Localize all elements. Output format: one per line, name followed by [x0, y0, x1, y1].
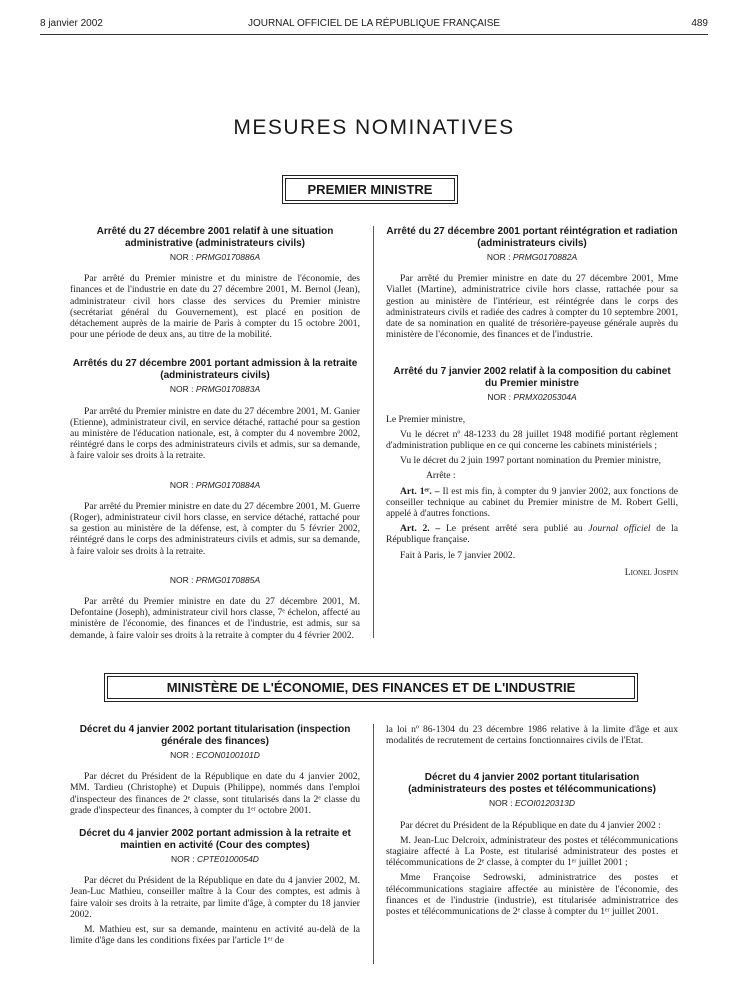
header-page-number: 489 [691, 18, 708, 29]
nor-reference: NOR : PRMG0170886A [169, 252, 261, 262]
page-title: MESURES NOMINATIVES [233, 116, 515, 139]
nor-reference: NOR : PRMX0205304A [487, 392, 577, 403]
nor-reference: NOR : ECON0100101D [170, 750, 260, 760]
nor-reference: NOR : ECOI0120313D [488, 798, 575, 809]
nor-reference: NOR : PRMG0170884A [169, 479, 261, 490]
section1-right-column [386, 226, 678, 582]
done-at-line: Fait à Paris, le 7 janvier 2002. [400, 549, 516, 561]
decree-paragraph: la loi nº 86-1304 du 23 décembre 1986 relative à la limite d'âge et aux modalités de recrutement de certains fonctionnaires civils de l'Etat. [386, 724, 678, 747]
nor-reference: NOR : PRMG0170885A [169, 574, 261, 585]
section2-right-column [386, 724, 678, 921]
header-date: 8 janvier 2002 [40, 18, 103, 29]
decree-paragraph: Mme Françoise Sedrowski, administratrice des postes et télécommunications stagiaire affectée au ministère de l'économie, des finances et de l'industrie (industrie), est titularisée administratrice des postes et télécommunications de 2ᵉ classe à compter du 1ᵉʳ juillet 2001. [386, 872, 678, 918]
section-heading-ministere-economie [104, 673, 638, 702]
decree-title: Arrêté du 7 janvier 2002 relatif à la composition du cabinet du Premier ministre [393, 366, 671, 389]
decree-paragraph: Par arrêté du Premier ministre et du ministre de l'économie, des finances et de l'industrie en date du 27 décembre 2001, M. Bernol (Jean), administrateur civil hors classe des services du Premier ministre (secrétariat général du Gouvernement), est placé en position de détachement auprès de la mairie de Paris à compter du 15 octobre 2001, pour une période de deux ans, au titre de la mobilité. [70, 273, 360, 341]
section-heading-premier-ministre [282, 175, 458, 204]
section2-left-column [70, 724, 360, 950]
running-header [40, 18, 708, 34]
decree-title: Arrêté du 27 décembre 2001 portant réintégration et radiation (administrateurs civils) [386, 226, 678, 249]
decree-title: Décret du 4 janvier 2002 portant admission à la retraite et maintien en activité (Cour des comptes) [79, 828, 351, 851]
article-1: Art. 1ᵉʳ. – Il est mis fin, à compter du 9 janvier 2002, aux fonctions de conseiller technique au cabinet du Premier ministre de M. Robert Gelli, appelé à d'autres fonctions. [386, 485, 678, 520]
decree-title: Décret du 4 janvier 2002 portant titularisation (administrateurs des postes et télécommunications) [408, 772, 656, 795]
decree-paragraph: M. Mathieu est, sur sa demande, maintenu en activité au-delà de la limite d'âge dans les conditions fixées par l'article 1ᵉʳ de [70, 924, 360, 947]
decree-paragraph: Par décret du Président de la République en date du 4 janvier 2002, M. Jean-Luc Mathieu, conseiller maître à la Cour des comptes, est admis à faire valoir ses droits à la retraite, par limite d'âge, à compter du 18 janvier 2002. [70, 875, 360, 920]
decree-paragraph: Par arrêté du Premier ministre en date du 27 décembre 2001, Mme Viallet (Martine), administratrice civile hors classe, rattachée pour sa gestion au ministère de l'intérieur, est réintégrée dans le corps des administrateurs civils et radiée des cadres à compter du 10 septembre 2001, date de sa nomination en qualité de trésorière-payeuse générale auprès du ministère de l'économie, des finances et de l'industrie. [386, 273, 678, 341]
decree-paragraph: Vu le décret nº 48-1233 du 28 juillet 1948 modifié portant règlement d'administration publique en ce qui concerne les cabinets ministériels ; [386, 428, 678, 452]
decree-paragraph: Par décret du Président de la République en date du 4 janvier 2002, MM. Tardieu (Christophe) et Dupuis (Philippe), nommés dans l'emploi d'inspecteur des finances de 2ᵉ classe, sont titularisés dans la 2ᵉ classe du grade d'inspecteur des finances, à compter du 1ᵉʳ octobre 2001. [70, 771, 360, 816]
signature: Lionel Jospin [624, 566, 678, 578]
decree-title: Décret du 4 janvier 2002 portant titularisation (inspection générale des finances) [79, 724, 351, 747]
decree-paragraph: Le Premier ministre, [386, 413, 466, 425]
nor-reference: NOR : PRMG0170883A [169, 384, 261, 395]
section-heading-label: MINISTÈRE DE L'ÉCONOMIE, DES FINANCES ET DE L'INDUSTRIE [107, 676, 635, 699]
decree-paragraph: Par arrêté du Premier ministre en date du 27 décembre 2001, M. Ganier (Etienne), administrateur civil, en service détaché, rattaché pour sa gestion au ministère de l'éducation nationale, est, à compter du 4 novembre 2002, réintégré dans le corps des administrateurs civils et admis, sur sa demande, à faire valoir ses droits à la retraite. [70, 405, 360, 462]
nor-reference: NOR : CPTE0100054D [171, 854, 259, 865]
decree-paragraph: Vu le décret du 2 juin 1997 portant nomination du Premier ministre, [400, 455, 662, 467]
arrete-line: Arrête : [426, 470, 456, 482]
nor-reference: NOR : PRMG0170882A [486, 252, 578, 262]
decree-paragraph: Par arrêté du Premier ministre en date du 27 décembre 2001, M. Guerre (Roger), administrateur civil hors classe, en service détaché, rattaché pour sa gestion au ministère de la défense, est, à compter du 5 février 2002, réintégré dans le corps des administrateurs civils et admis, sur sa demande, à faire valoir ses droits à la retraite. [70, 500, 360, 557]
decree-paragraph: Par décret du Président de la République en date du 4 janvier 2002 : [400, 819, 661, 831]
header-journal-title: JOURNAL OFFICIEL DE LA RÉPUBLIQUE FRANÇAISE [247, 18, 501, 29]
decree-title: Arrêté du 27 décembre 2001 relatif à une situation administrative (administrateurs civils) [96, 226, 334, 249]
decree-paragraph: Par arrêté du Premier ministre en date du 27 décembre 2001, M. Defontaine (Joseph), administrateur civil hors classe, 7ᵉ échelon, affecté au ministère de l'économie, des finances et de l'industrie, est admis, sur sa demande, à faire valoir ses droits à la retraite à compter du 4 février 2002. [70, 596, 360, 641]
decree-paragraph: M. Jean-Luc Delcroix, administrateur des postes et télécommunications stagiaire affecté à La Poste, est titularisé administrateur des postes et télécommunications de 2ᵉ classe, à compter du 1ᵉʳ juillet 2001 ; [386, 834, 678, 869]
header-rule [40, 34, 708, 35]
column-divider [373, 226, 374, 638]
section1-left-column [70, 226, 360, 645]
column-divider [373, 724, 374, 964]
decree-title: Arrêtés du 27 décembre 2001 portant admission à la retraite (administrateurs civils) [72, 358, 358, 381]
section-heading-label: PREMIER MINISTRE [285, 178, 455, 201]
article-2: Art. 2. – Le présent arrêté sera publié au Journal officiel de la République française. [386, 523, 678, 546]
